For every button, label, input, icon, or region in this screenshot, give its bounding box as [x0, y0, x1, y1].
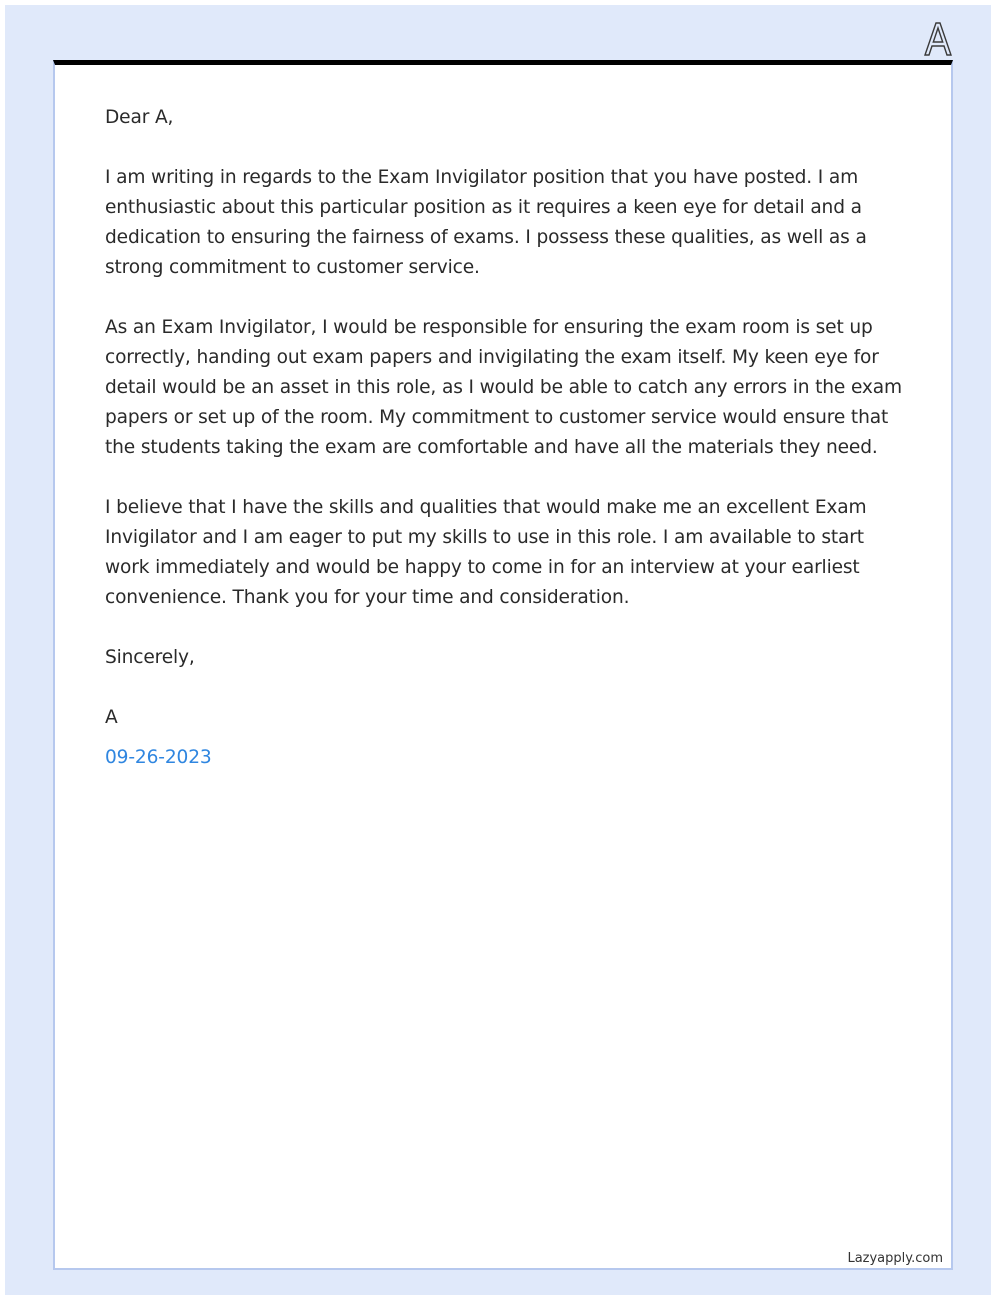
letter-page	[53, 60, 953, 1270]
document-background	[5, 5, 991, 1295]
signature-name: A	[105, 707, 118, 728]
letter-a-outline-icon	[922, 18, 954, 60]
footer-brand: Lazyapply.com	[847, 1251, 943, 1266]
letter-date: 09-26-2023	[105, 747, 212, 768]
letter-paragraph: As an Exam Invigilator, I would be responsible for ensuring the exam room is set up correctly, handing out exam papers and invigilating the exam itself. My keen eye for detail would be an asset in this role, as I would be able to catch any errors in the exam papers or set up of the room. My commitment to customer service would ensure that the students taking the exam are comfortable and have all the materials they need.	[105, 317, 902, 458]
closing: Sincerely,	[105, 647, 195, 668]
letter-paragraph: I believe that I have the skills and qualities that would make me an excellent Exam Invigilator and I am eager to put my skills to use in this role. I am available to start work immediately and would be happy to come in for an interview at your earliest convenience. Thank you for your time and consideration.	[105, 497, 867, 608]
cover-letter-body	[105, 103, 905, 803]
letter-paragraph: I am writing in regards to the Exam Invigilator position that you have posted. I am enthusiastic about this particular position as it requires a keen eye for detail and a dedication to ensuring the fairness of exams. I possess these qualities, as well as a strong commitment to customer service.	[105, 167, 867, 278]
salutation: Dear A,	[105, 107, 174, 128]
